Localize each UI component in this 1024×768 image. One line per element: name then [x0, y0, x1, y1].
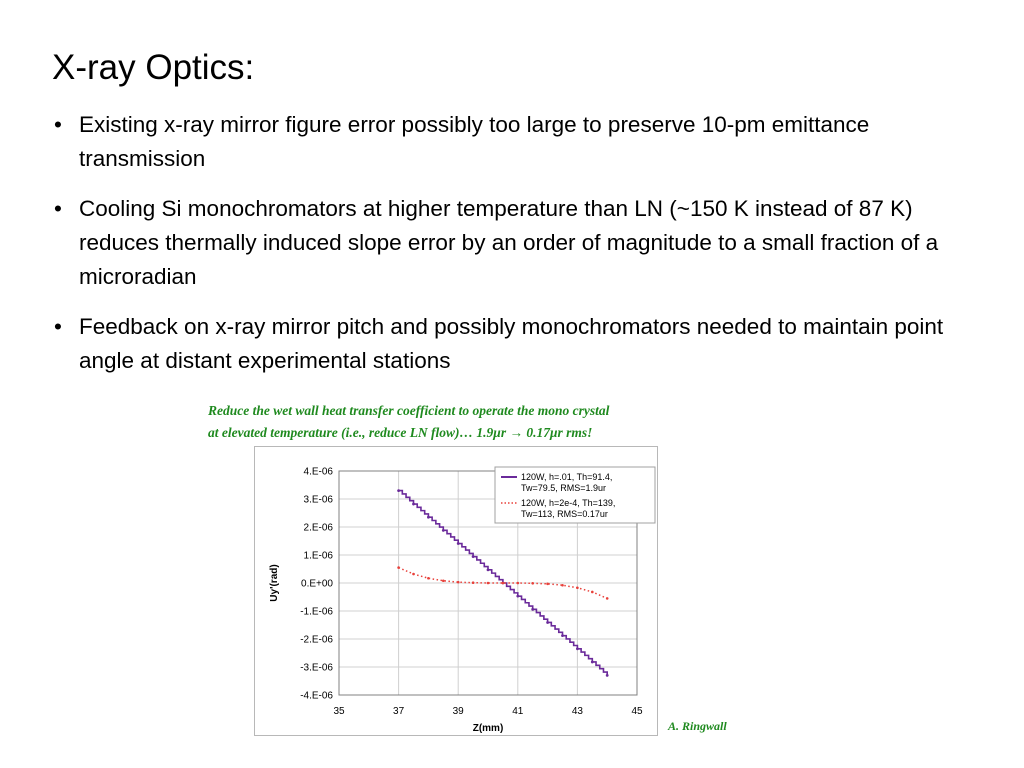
series-point-flat: [517, 582, 520, 585]
chart-svg: [255, 447, 657, 735]
series-point-steep: [472, 555, 475, 558]
series-point-steep: [487, 568, 490, 571]
x-tick-label: 35: [333, 706, 345, 717]
series-point-flat: [412, 573, 415, 576]
series-point-steep: [606, 674, 609, 677]
bullet-glyph: •: [54, 314, 62, 339]
series-point-steep: [442, 529, 445, 532]
bullet-text: Feedback on x-ray mirror pitch and possibly monochromators needed to maintain point angle at distant experimental stations: [79, 314, 944, 373]
series-point-steep: [576, 647, 579, 650]
x-tick-label: 45: [631, 706, 643, 717]
y-tick-label: 0.E+00: [301, 578, 333, 590]
slope-error-chart: [254, 446, 658, 736]
series-point-flat: [576, 586, 579, 589]
y-tick-label: -2.E-06: [300, 634, 333, 646]
series-point-flat: [442, 579, 445, 582]
series-point-flat: [531, 582, 534, 585]
x-tick-label: 37: [393, 706, 405, 717]
figure-caption: [208, 400, 748, 444]
series-point-steep: [561, 634, 564, 637]
y-axis-label: Uy'(rad): [269, 564, 280, 602]
series-point-flat: [397, 566, 400, 569]
series-point-flat: [427, 577, 430, 580]
y-tick-label: 4.E-06: [303, 466, 333, 478]
series-point-steep: [531, 608, 534, 611]
legend-label-flat: 120W, h=2e-4, Th=139,: [521, 498, 616, 508]
bullet-text: Cooling Si monochromators at higher temperature than LN (~150 K instead of 87 K) reduces thermally induced slope error by an order of magnitude to a small fraction of a microradian: [79, 196, 939, 289]
x-tick-label: 39: [452, 706, 464, 717]
bullet-text: Existing x-ray mirror figure error possibly too large to preserve 10-pm emittance transmission: [79, 112, 870, 171]
bullet-item: [52, 310, 972, 378]
y-tick-label: -1.E-06: [300, 606, 333, 618]
series-point-steep: [516, 595, 519, 598]
series-point-flat: [591, 591, 594, 594]
series-point-steep: [427, 516, 430, 519]
series-point-steep: [397, 489, 400, 492]
legend-label-flat: Tw=113, RMS=0.17ur: [521, 509, 608, 519]
y-tick-label: 1.E-06: [303, 550, 333, 562]
x-tick-label: 43: [571, 706, 583, 717]
y-tick-label: -4.E-06: [300, 690, 333, 702]
x-axis-label: Z(mm): [472, 723, 504, 734]
series-point-flat: [546, 583, 549, 586]
x-tick-label: 41: [512, 706, 524, 717]
series-point-flat: [561, 584, 564, 587]
bullet-glyph: •: [54, 112, 62, 137]
series-point-steep: [546, 621, 549, 624]
series-point-steep: [412, 503, 415, 506]
bullet-list: [52, 108, 972, 394]
caption-line: Reduce the wet wall heat transfer coefficient to operate the mono crystal: [208, 403, 610, 418]
y-tick-label: 2.E-06: [303, 522, 333, 534]
slide-title: X-ray Optics:: [52, 48, 255, 87]
y-tick-label: -3.E-06: [300, 662, 333, 674]
series-point-flat: [502, 582, 505, 585]
series-point-steep: [591, 661, 594, 664]
bullet-item: [52, 192, 972, 294]
series-point-flat: [457, 581, 460, 584]
series-point-flat: [606, 597, 609, 600]
bullet-item: [52, 108, 972, 176]
legend-label-steep: 120W, h=.01, Th=91.4,: [521, 472, 613, 482]
caption-line: at elevated temperature (i.e., reduce LN flow)… 1.9μr → 0.17μr rms!: [208, 425, 593, 440]
author-credit: A. Ringwall: [668, 719, 727, 733]
legend-label-steep: Tw=79.5, RMS=1.9ur: [521, 483, 607, 493]
series-point-flat: [472, 581, 475, 584]
series-point-flat: [487, 582, 490, 585]
y-tick-label: 3.E-06: [303, 494, 333, 506]
bullet-glyph: •: [54, 196, 62, 221]
series-point-steep: [457, 542, 460, 545]
